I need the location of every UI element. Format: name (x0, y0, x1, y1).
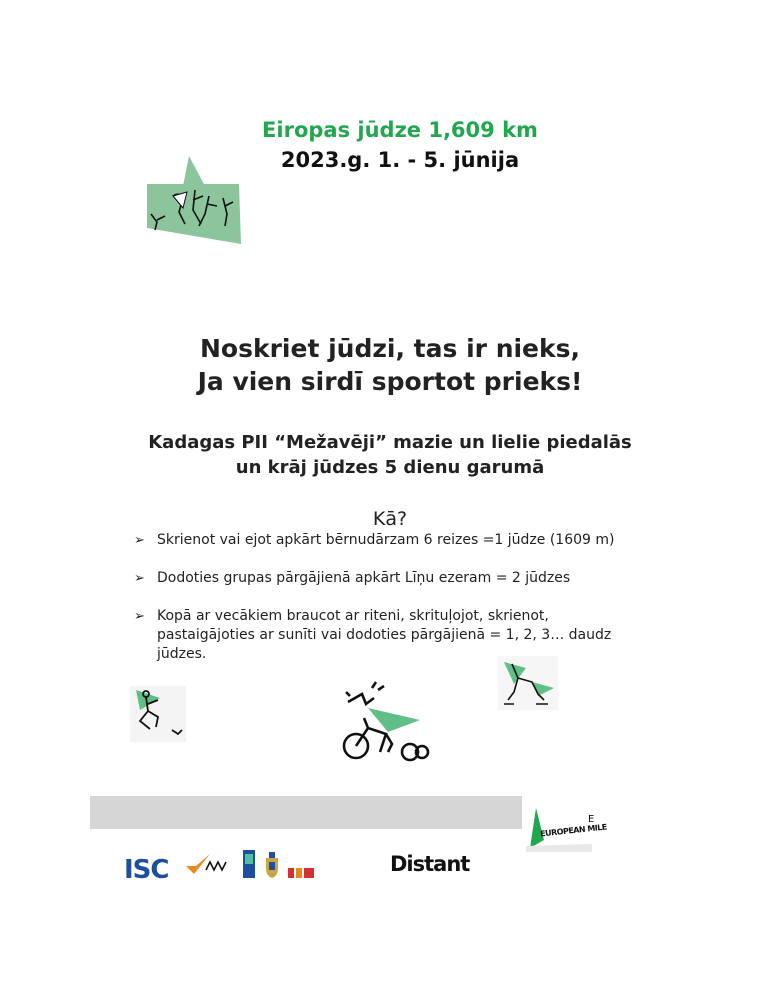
cyclist-figure-icon (336, 680, 436, 764)
list-item (134, 531, 634, 550)
intro-line-1: Kadagas PII “Mežavēji” mazie un lielie piedalās (148, 432, 632, 453)
bullet-arrow-icon: ➢ (134, 571, 145, 586)
coat-of-arms-icon (265, 852, 279, 878)
intro-text (0, 430, 768, 480)
list-item (134, 569, 634, 588)
european-mile-logo (526, 804, 608, 852)
how-heading: Kā? (372, 508, 408, 530)
slogan (0, 332, 768, 398)
sponsor-logo-tall-icon (243, 850, 255, 878)
intro-line-2: un krāj jūdzes 5 dienu garumā (235, 457, 545, 478)
european-mile-text: EUROPEAN MILE (539, 822, 608, 839)
list-item-text: Skrienot vai ejot apkārt bērnudārzam 6 reizes =1 jūdze (1609 m) (157, 532, 615, 548)
e-mark: E (588, 814, 595, 825)
sponsor-logo-red-icon (288, 864, 316, 878)
sponsor-logo-check-icon (186, 852, 230, 876)
banner-slant-icon (516, 796, 526, 829)
isc-logo: ISC (124, 855, 169, 885)
runner-figure-icon (126, 682, 188, 744)
slogan-line-2: Ja vien sirdī sportot prieks! (197, 367, 583, 396)
skater-figure-icon (496, 654, 560, 712)
distant-logo: Distant (390, 852, 470, 876)
slogan-line-1: Noskriet jūdzi, tas ir nieks, (199, 334, 581, 363)
event-title: Eiropas jūdze 1,609 km (262, 118, 538, 142)
bullet-arrow-icon: ➢ (134, 533, 145, 548)
list-item-text: Dodoties grupas pārgājienā apkārt Līņu ezeram = 2 jūdzes (157, 570, 571, 586)
list-item-text: Kopā ar vecākiem braucot ar riteni, skrituļojot, skrienot, pastaigājoties ar sunīti vai dodoties pārgājienā = 1, 2, 3… daudz jūdzes. (157, 608, 612, 662)
bullet-arrow-icon: ➢ (134, 609, 145, 624)
event-date: 2023.g. 1. - 5. jūnija (280, 148, 520, 172)
banner-bar (90, 796, 522, 829)
